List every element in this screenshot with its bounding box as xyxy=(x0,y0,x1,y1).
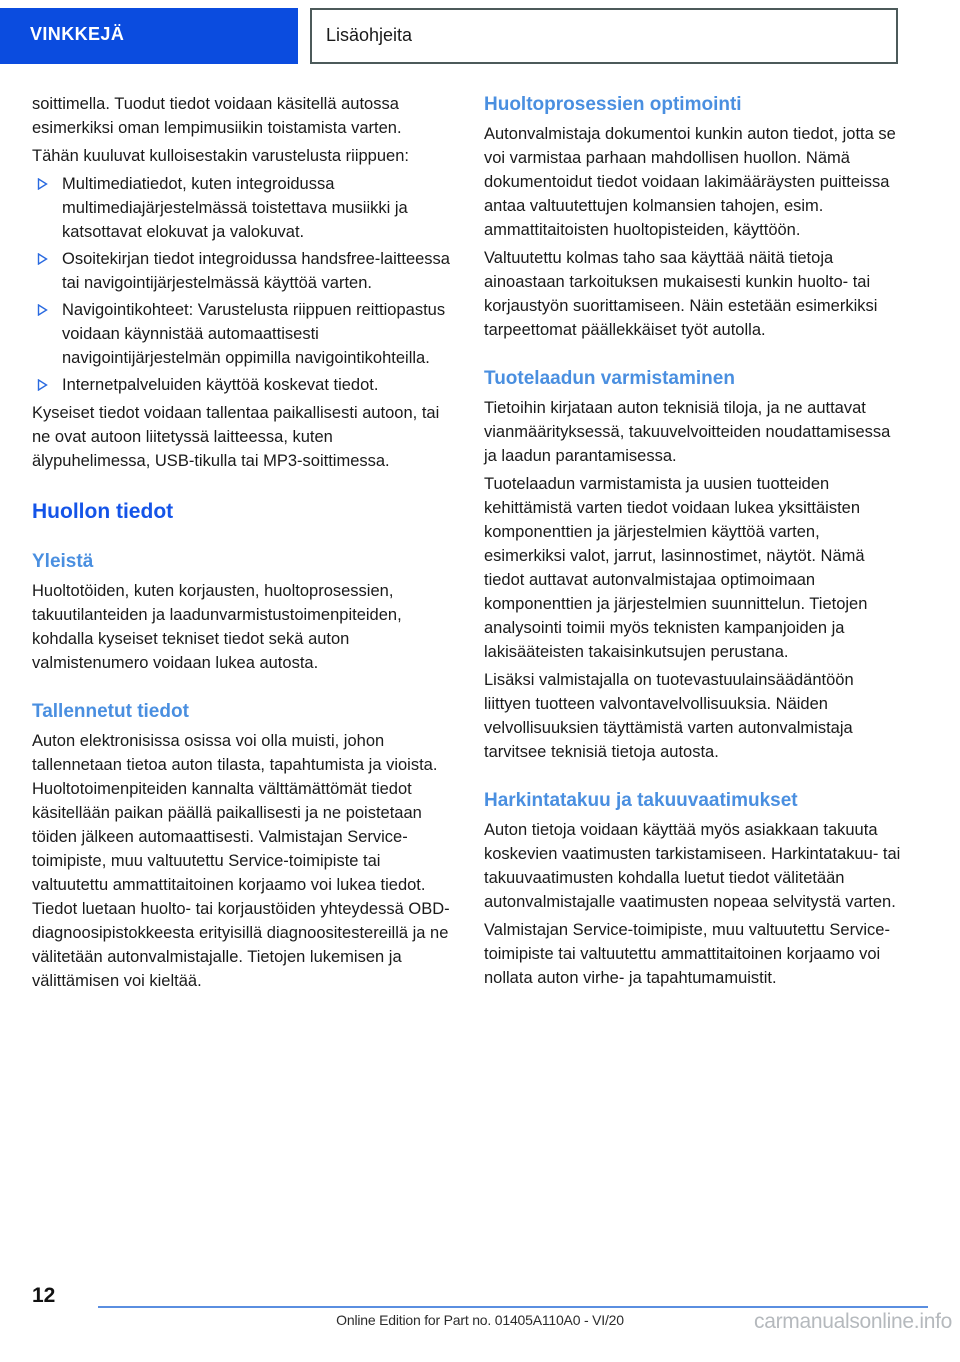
paragraph: soittimella. Tuodut tiedot voidaan käsitellä autossa esimerkiksi oman lempimusiikin toistamista varten. xyxy=(32,95,402,137)
sub-heading-harkintatakuu-ja-takuuvaatimukset: Harkintatakuu ja takuuvaatimukset xyxy=(484,790,798,811)
paragraph: Autonvalmistaja dokumentoi kunkin auton tiedot, jotta se voi varmistaa parhaan mahdollisen huollon. Nämä dokumentoidut tiedot voidaan lakimääräysten puitteissa antaa valtuutettujen kolmansien tahojen, esim. ammattitaitoisten huoltopisteiden, käyttöön. xyxy=(484,125,896,239)
list-item-label: Navigointikohteet: Varustelusta riippuen reittiopastus voidaan käynnistää automaattisesti navigointijärjestelmän oppimilla navigointikohteilla. xyxy=(62,301,446,367)
header-topic-label: Lisäohjeita xyxy=(326,25,413,45)
bullet-list xyxy=(32,172,452,397)
list-item xyxy=(32,298,452,370)
left-column xyxy=(32,92,452,997)
header-category-label: VINKKEJÄ xyxy=(30,24,125,44)
footer-divider xyxy=(98,1306,928,1308)
sub-heading-tuotelaadun-varmistaminen: Tuotelaadun varmistaminen xyxy=(484,368,735,389)
paragraph: Valmistajan Service-toimipiste, muu valtuutettu Service-toimipiste tai valtuutettu ammattitaitoinen korjaamo voi nollata auton virhe- ja tapahtumamuistit. xyxy=(484,921,890,987)
list-item-label: Osoitekirjan tiedot integroidussa handsfree-laitteessa tai navigointijärjestelmässä käyttöä varten. xyxy=(62,250,450,292)
section-heading-huollon-tiedot: Huollon tiedot xyxy=(32,500,174,523)
triangle-bullet-icon xyxy=(37,178,48,190)
paragraph: Kyseiset tiedot voidaan tallentaa paikallisesti autoon, tai ne ovat autoon liitetyssä laitteessa, kuten älypuhelimessa, USB-tikulla tai MP3-soittimessa. xyxy=(32,404,440,470)
page-footer xyxy=(0,1272,960,1362)
header-topic-box xyxy=(310,8,898,64)
paragraph: Lisäksi valmistajalla on tuotevastuulainsäädäntöön liittyen tuotteen valvontavelvollisuuksia. Näiden velvollisuuksien täyttämistä varten autonvalmistaja tarvitsee teknisiä tietoja autosta. xyxy=(484,671,854,761)
triangle-bullet-icon xyxy=(37,253,48,265)
page-number: 12 xyxy=(32,1284,56,1307)
sub-heading-yleista: Yleistä xyxy=(32,551,94,572)
paragraph: Tähän kuuluvat kulloisestakin varustelusta riippuen: xyxy=(32,147,409,165)
paragraph: Tietoihin kirjataan auton teknisiä tiloja, ja ne auttavat vianmäärityksessä, takuuvelvoitteiden noudattamisessa ja laadun parantamisessa. xyxy=(484,399,891,465)
page-content xyxy=(0,92,960,1272)
right-column xyxy=(484,92,904,994)
paragraph: Valtuutettu kolmas taho saa käyttää näitä tietoja ainoastaan tarkoituksen mukaisesti kunkin huolto- tai korjaustyön suorittamiseen. Näin estetään esimerkiksi tarpeettomat päällekkäiset työt autolla. xyxy=(484,249,878,339)
paragraph: Tuotelaadun varmistamista ja uusien tuotteiden kehittämistä varten tiedot voidaan lukea yksittäisten komponenttien ja järjestelmien käyttöä varten, esimerkiksi valot, jarrut, lasinnostimet, näytöt. Nämä tiedot auttavat autonvalmistajaa optimoimaan komponenttien ja järjestelmien suunnittelun. Tietojen analysointi toimii myös teknisten kampanjoiden ja lakisääteisten takaisinkutsujen perustana. xyxy=(484,475,868,661)
edition-notice: Online Edition for Part no. 01405A110A0 - VI/20 xyxy=(336,1312,624,1328)
triangle-bullet-icon xyxy=(37,379,48,391)
paragraph: Auton elektronisissa osissa voi olla muisti, johon tallennetaan tietoa auton tilasta, tapahtumista ja vioista. Huoltotoimenpiteiden kannalta välttämättömät tiedot käsitellään paikan päällä paikallisesti ja ne poistetaan töiden jälkeen automaattisesti. Valmistajan Service-toimipiste, muu valtuutettu Service-toimipiste tai valtuutettu ammattitaitoinen korjaamo voi lukea tiedot. Tiedot luetaan huolto- tai korjaustöiden yhteydessä OBD-diagnoosipistokkeesta erityisillä diagnoositestereillä ja ne välitetään autonvalmistajalle. Tietojen lukemisen ja välittämisen voi kieltää. xyxy=(32,732,450,990)
sub-heading-huoltoprosessien-optimointi: Huoltoprosessien optimointi xyxy=(484,94,742,115)
paragraph: Huoltotöiden, kuten korjausten, huoltoprosessien, takuutilanteiden ja laadunvarmistustoimenpiteiden, kohdalla kyseiset tekniset tiedot sekä auton valmistenumero voidaan lukea autosta. xyxy=(32,582,402,672)
page-header xyxy=(0,8,960,64)
list-item xyxy=(32,172,452,244)
list-item-label: Internetpalveluiden käyttöä koskevat tiedot. xyxy=(62,376,379,394)
list-item xyxy=(32,373,452,397)
sub-heading-tallennetut-tiedot: Tallennetut tiedot xyxy=(32,701,189,722)
header-category-tag xyxy=(0,8,298,64)
list-item-label: Multimediatiedot, kuten integroidussa multimediajärjestelmässä toistettava musiikki ja katsottavat elokuvat ja valokuvat. xyxy=(62,175,408,241)
paragraph: Auton tietoja voidaan käyttää myös asiakkaan takuuta koskevien vaatimusten tarkistamiseen. Harkintatakuu- tai takuuvaatimusten kohdalla luetut tiedot välitetään autonvalmistajalle vaatimusten nopeaa selvitystä varten. xyxy=(484,821,901,911)
triangle-bullet-icon xyxy=(37,304,48,316)
list-item xyxy=(32,247,452,295)
site-watermark: carmanualsonline.info xyxy=(754,1310,952,1333)
